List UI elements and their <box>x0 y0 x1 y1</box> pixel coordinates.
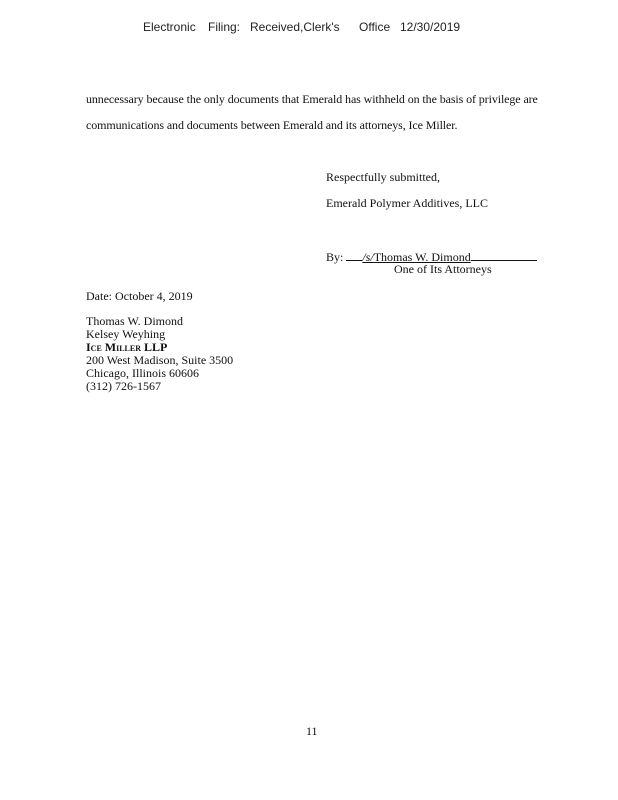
filing-stamp-header <box>0 20 618 36</box>
counsel-name-1: Thomas W. Dimond <box>86 314 184 328</box>
header-filing: Filing: <box>208 20 241 34</box>
closing: Respectfully submitted, <box>326 170 440 184</box>
date-line: Date: October 4, 2019 <box>86 289 193 303</box>
counsel-block <box>86 315 233 393</box>
signer-role: One of Its Attorneys <box>394 262 492 276</box>
header-office: Office <box>359 20 391 34</box>
by-label: By: <box>326 250 344 264</box>
address-line-1: 200 West Madison, Suite 3500 <box>86 353 234 367</box>
signature-underline-lead <box>346 248 362 261</box>
signer-name: Thomas W. Dimond <box>373 250 471 264</box>
body-line-1: unnecessary because the only documents that Emerald has withheld on the basis of privilege are <box>86 92 538 106</box>
address-line-2: Chicago, Illinois 60606 <box>86 366 199 380</box>
company-name: Emerald Polymer Additives, LLC <box>326 196 488 210</box>
signature-mark: /s/ <box>362 250 374 264</box>
phone: (312) 726-1567 <box>86 379 161 393</box>
body-line-2: communications and documents between Emerald and its attorneys, Ice Miller. <box>86 118 458 132</box>
firm-name: Ice Miller LLP <box>86 340 168 354</box>
signature-underline-tail <box>471 248 537 261</box>
header-electronic: Electronic <box>143 20 196 34</box>
counsel-name-2: Kelsey Weyhing <box>86 327 166 341</box>
page-number: 11 <box>306 724 318 738</box>
header-date: 12/30/2019 <box>400 20 461 34</box>
header-received: Received,Clerk's <box>250 20 340 34</box>
